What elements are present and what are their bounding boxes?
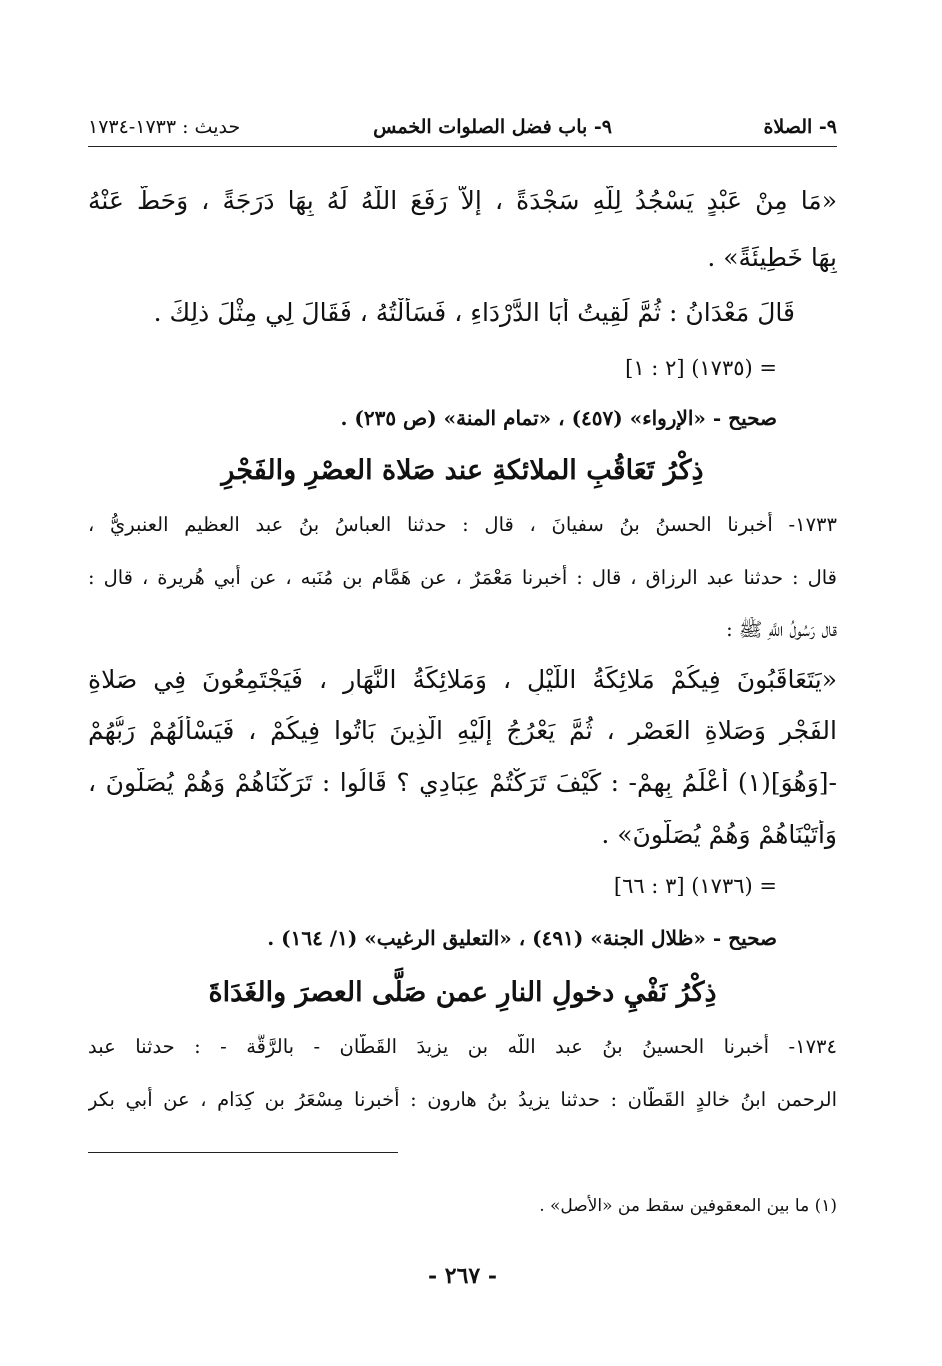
chapter-heading-1: ذِكْرُ تَعَاقُبِ الملائكةِ عند صَلاة العصْرِ والفَجْرِ <box>221 455 704 486</box>
footnote-divider <box>88 1152 398 1153</box>
hadith-text-line: «مَا مِنْ عَبْدٍ يَسْجُدُ لِلَّهِ سَجْدَةً ، إِلاَّ رَفَعَ اللَّهُ لَهُ بِهَا دَرَجَةً ، وَحَطَّ عَنْهُ <box>88 186 837 215</box>
header-hadith-range: حديث : ١٧٣٣-١٧٣٤ <box>88 116 241 138</box>
hadith-text-line: الفَجْرِ وَصَلاةِ العَصْرِ ، ثُمَّ يَعْرُجُ إِلَيْهِ الَّذِينَ بَاتُوا فِيكُمْ ، فَيَسْأَلُهُمْ رَبُّهُمْ <box>88 716 837 745</box>
chapter-heading-2: ذِكْرُ نَفْيِ دخولِ النارِ عمن صَلَّى العصرَ والغَدَاةَ <box>208 977 717 1008</box>
isnad-line: ١٧٣٤- أخبرنا الحسينُ بنُ عبد اللَّه بن يزيدَ القَطَّان - بالرَّقَّة - : حدثنا عبد <box>88 1035 837 1058</box>
isnad-line: الرحمن ابنُ خالدٍ القَطَّان : حدثنا يزيدُ بنُ هارون : أخبرنا مِسْعَرُ بن كِدَامٍ ، عن أبي بكر <box>88 1088 837 1111</box>
header-chapter: ٩- الصلاة <box>763 116 837 138</box>
hadith-text-line: بِهَا خَطِيئَةً» . <box>707 243 837 272</box>
hadith-text-line: -[وَهُوَ](١) أَعْلَمُ بِهِمْ- : كَيْفَ تَرَكْتُمْ عِبَادِي ؟ قَالُوا : تَرَكْنَاهُمْ وَهُمْ يُصَلُّونَ ، <box>88 768 837 797</box>
madan-statement: قَالَ مَعْدَانُ : ثُمَّ لَقِيتُ أَبَا الدَّرْدَاءِ ، فَسَأَلْتُهُ ، فَقَالَ لِي مِثْلَ ذلِكَ . <box>153 298 795 327</box>
footnote: (١) ما بين المعقوفين سقط من «الأصل» . <box>539 1196 837 1216</box>
isnad-line: قال : حدثنا عبد الرزاق ، قال : أخبرنا مَعْمَرٌ ، عن هَمَّامِ بنِ مُنَبه ، عن أبي هُريرة ، قال : <box>88 566 837 589</box>
isnad-line: ١٧٣٣- أخبرنا الحسنُ بنُ سفيانَ ، قال : حدثنا العباسُ بنُ عبد العظيم العنبريُّ ، <box>88 513 837 536</box>
header-section: ٩- باب فضل الصلوات الخمس <box>373 116 612 138</box>
book-page <box>88 0 837 1366</box>
isnad-line: قال رَسُولُ اللَّهِ ﷺ : <box>726 618 837 641</box>
running-header <box>88 112 837 147</box>
grading-note-1: صحيح - «الإرواء» (٤٥٧) ، «تمام المنة» (ص ٢٣٥) . <box>340 406 777 430</box>
cross-reference-1736: = (١٧٣٦) [٣ : ٦٦] <box>613 874 777 898</box>
grading-note-2: صحيح - «ظلال الجنة» (٤٩١) ، «التعليق الرغيب» (١/ ١٦٤) . <box>267 926 777 950</box>
page-number: - ٢٦٧ - <box>427 1263 498 1289</box>
cross-reference-1735: = (١٧٣٥) [٢ : ١] <box>625 356 777 380</box>
hadith-text-line: وَأَتَيْنَاهُمْ وَهُمْ يُصَلُّونَ» . <box>601 820 837 849</box>
hadith-text-line: «يَتَعَاقَبُونَ فِيكُمْ مَلائِكَةُ اللَّيْلِ ، وَمَلائِكَةُ النَّهَارِ ، فَيَجْتَمِعُونَ فِي صَلاةِ <box>88 665 837 694</box>
